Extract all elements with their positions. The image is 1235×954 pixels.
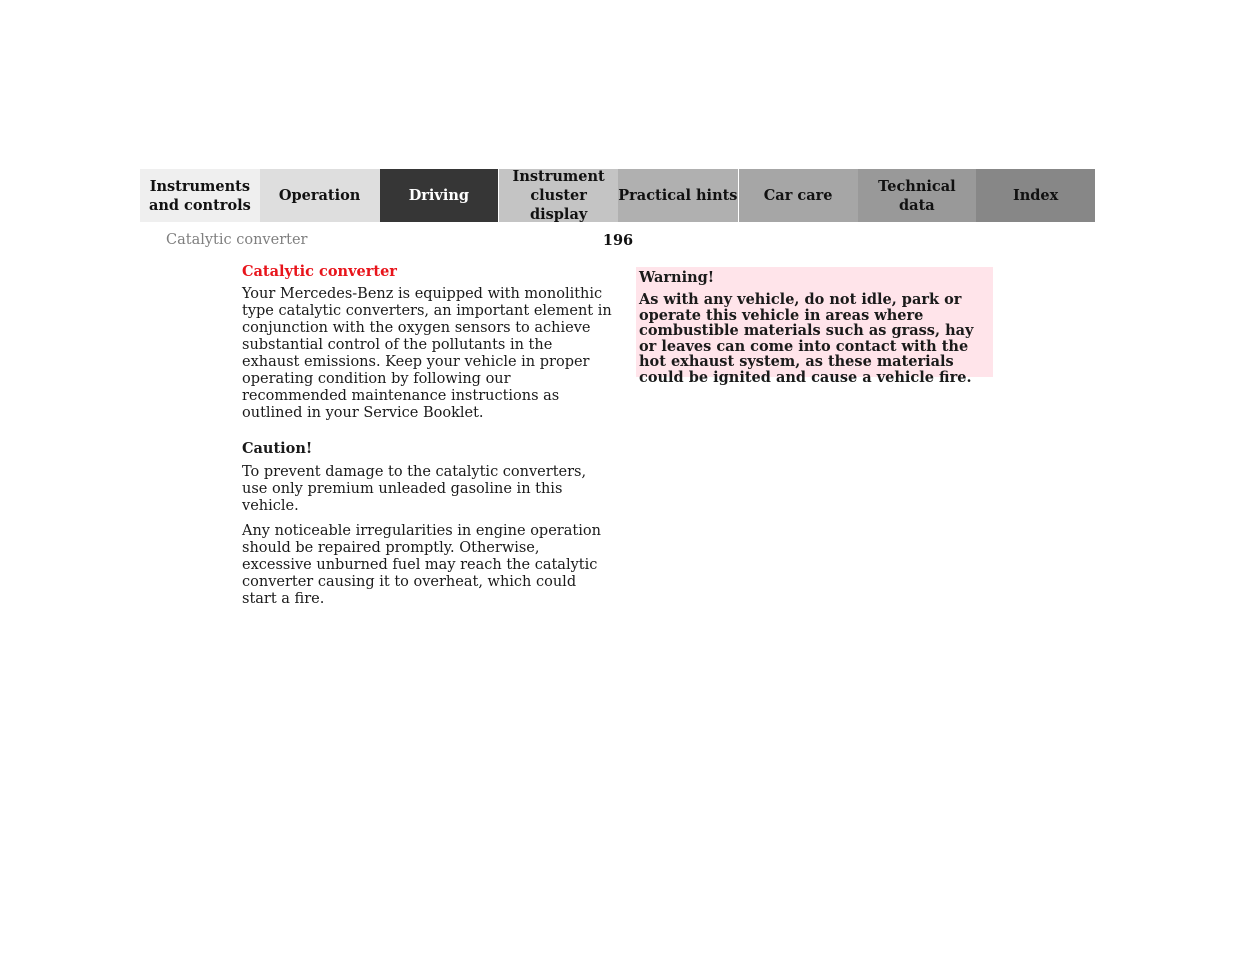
tab-driving[interactable]: Driving [380,169,499,222]
intro-paragraph: Your Mercedes-Benz is equipped with monolithic type catalytic converters, an important element in conjunction with the oxygen sensors to achieve substantial control of the pollutants in the exhaust emissions. Keep your vehicle in proper operating condition by following our recommended maintenance instructions as outlined in your Service Booklet. [242,286,612,421]
warning-box [636,267,993,386]
warning-text: As with any vehicle, do not idle, park or operate this vehicle in areas where combustible materials such as grass, hay or leaves can come into contact with the hot exhaust system, as these materials could be ignited and cause a vehicle fire. [639,291,974,386]
tab-car-care[interactable]: Car care [739,169,858,222]
warning-title: Warning! [639,269,715,286]
section-title: Catalytic converter [166,232,308,248]
main-column [242,263,612,608]
tab-index[interactable]: Index [976,169,1095,222]
caution-paragraph-1: To prevent damage to the catalytic converters, use only premium unleaded gasoline in this vehicle. [242,464,587,514]
tab-instrument-cluster-display[interactable]: Instrument cluster display [499,169,618,222]
tab-instruments-and-controls[interactable]: Instruments and controls [140,169,260,222]
page-heading: Catalytic converter [242,263,397,280]
page-number: 196 [602,232,634,249]
chapter-navigation [140,169,1095,222]
tab-practical-hints[interactable]: Practical hints [618,169,738,222]
tab-operation[interactable]: Operation [260,169,380,222]
caution-paragraph-2: Any noticeable irregularities in engine operation should be repaired promptly. Otherwise, excessive unburned fuel may reach the catalytic converter causing it to overheat, which could start a fire. [242,523,601,607]
caution-title: Caution! [242,440,313,457]
tab-technical-data[interactable]: Technical data [858,169,977,222]
